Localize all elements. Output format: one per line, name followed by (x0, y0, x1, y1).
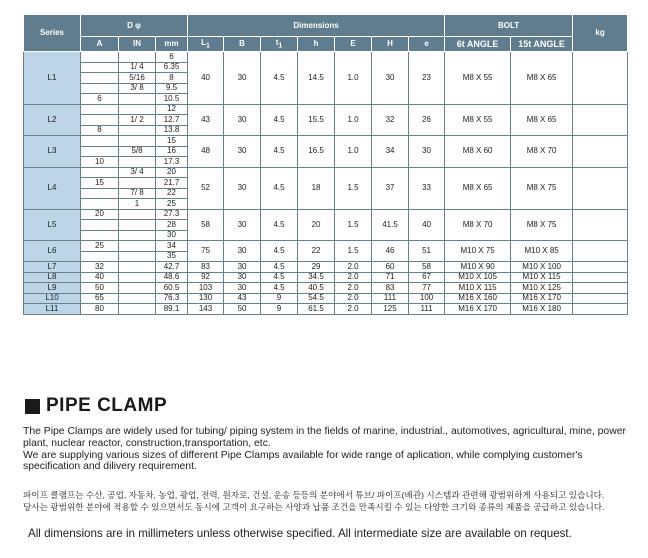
cell-t1: 9 (261, 293, 298, 304)
cell-in (119, 283, 156, 294)
cell-kg (573, 104, 628, 136)
cell-mm: 6.35 (156, 62, 188, 73)
cell-a: 40 (81, 272, 119, 283)
header-h: h (298, 37, 335, 52)
cell-h-upper: 30 (372, 52, 409, 105)
cell-h: 14.5 (298, 52, 335, 105)
cell-in (119, 209, 156, 220)
table-row (24, 241, 628, 252)
cell-e-upper: 1.5 (335, 167, 372, 209)
cell-e-lower: 40 (409, 209, 445, 241)
cell-e-lower: 30 (409, 136, 445, 168)
cell-a: 6 (81, 94, 119, 105)
cell-bolt-15t: M8 X 70 (511, 136, 573, 168)
table-row (24, 304, 628, 315)
header-e-lower: e (409, 37, 445, 52)
cell-kg (573, 241, 628, 262)
cell-l1: 75 (188, 241, 224, 262)
cell-bolt-6t: M8 X 65 (445, 167, 511, 209)
table-row (24, 283, 628, 294)
cell-h: 15.5 (298, 104, 335, 136)
cell-mm: 12 (156, 104, 188, 115)
cell-b: 30 (224, 241, 261, 262)
cell-series: L2 (24, 104, 81, 136)
header-bolt-15t: 15t ANGLE (511, 37, 573, 52)
cell-a (81, 52, 119, 63)
cell-b: 43 (224, 293, 261, 304)
cell-in (119, 262, 156, 273)
cell-e-upper: 1.5 (335, 209, 372, 241)
cell-l1: 48 (188, 136, 224, 168)
cell-e-upper: 2.0 (335, 293, 372, 304)
cell-e-upper: 2.0 (335, 262, 372, 273)
cell-mm: 9.5 (156, 83, 188, 94)
cell-in (119, 178, 156, 189)
cell-mm: 15 (156, 136, 188, 147)
cell-e-upper: 1.0 (335, 52, 372, 105)
cell-series: L4 (24, 167, 81, 209)
cell-in: 5/8 (119, 146, 156, 157)
cell-a: 25 (81, 241, 119, 252)
cell-mm: 16 (156, 146, 188, 157)
header-l1: $L_1$ (188, 37, 224, 52)
cell-in (119, 272, 156, 283)
cell-bolt-6t: M10 X 105 (445, 272, 511, 283)
header-in: IN (119, 37, 156, 52)
cell-in (119, 136, 156, 147)
cell-in (119, 104, 156, 115)
header-b: B (224, 37, 261, 52)
cell-a (81, 188, 119, 199)
cell-e-lower: 58 (409, 262, 445, 273)
cell-in: 3/ 8 (119, 83, 156, 94)
cell-e-upper: 1.0 (335, 136, 372, 168)
cell-h-upper: 111 (372, 293, 409, 304)
cell-e-lower: 77 (409, 283, 445, 294)
cell-a: 32 (81, 262, 119, 273)
cell-b: 30 (224, 283, 261, 294)
cell-h-upper: 46 (372, 241, 409, 262)
cell-h: 16.5 (298, 136, 335, 168)
cell-mm: 20 (156, 167, 188, 178)
cell-kg (573, 209, 628, 241)
cell-bolt-6t: M10 X 90 (445, 262, 511, 273)
cell-e-lower: 23 (409, 52, 445, 105)
cell-bolt-15t: M10 X 125 (511, 283, 573, 294)
cell-in (119, 220, 156, 231)
cell-a (81, 220, 119, 231)
cell-l1: 40 (188, 52, 224, 105)
cell-kg (573, 136, 628, 168)
cell-e-upper: 2.0 (335, 283, 372, 294)
cell-a (81, 104, 119, 115)
korean-paragraph-2: 당사는 광범위한 분야에 적용할 수 있으면서도 동시에 고객이 요구하는 사양과 납품 조건을 만족시킬 수 있는 다양한 크기와 종류의 제품을 공급하고 있습니다. (23, 502, 605, 512)
cell-bolt-15t: M16 X 170 (511, 293, 573, 304)
cell-l1: 43 (188, 104, 224, 136)
cell-kg (573, 293, 628, 304)
cell-mm: 34 (156, 241, 188, 252)
cell-bolt-15t: M8 X 75 (511, 167, 573, 209)
cell-l1: 83 (188, 262, 224, 273)
table-row (24, 136, 628, 147)
cell-h-upper: 41.5 (372, 209, 409, 241)
cell-bolt-6t: M16 X 160 (445, 293, 511, 304)
cell-bolt-15t: M8 X 75 (511, 209, 573, 241)
cell-mm: 10.5 (156, 94, 188, 105)
cell-in: 1 (119, 199, 156, 210)
cell-in (119, 241, 156, 252)
cell-bolt-15t: M10 X 100 (511, 262, 573, 273)
table-row (24, 167, 628, 178)
cell-in (119, 125, 156, 136)
cell-h: 34.5 (298, 272, 335, 283)
cell-in: 3/ 4 (119, 167, 156, 178)
cell-e-lower: 67 (409, 272, 445, 283)
cell-mm: 76.3 (156, 293, 188, 304)
cell-in: 1/ 2 (119, 115, 156, 126)
cell-e-upper: 2.0 (335, 304, 372, 315)
cell-kg (573, 167, 628, 209)
cell-series: L9 (24, 283, 81, 294)
cell-t1: 4.5 (261, 52, 298, 105)
cell-bolt-15t: M10 X 115 (511, 272, 573, 283)
header-bolt: BOLT (445, 15, 573, 37)
cell-a (81, 146, 119, 157)
table-row (24, 262, 628, 273)
cell-e-lower: 51 (409, 241, 445, 262)
cell-h: 22 (298, 241, 335, 262)
cell-bolt-6t: M8 X 55 (445, 104, 511, 136)
cell-in: 1/ 4 (119, 62, 156, 73)
cell-a (81, 83, 119, 94)
cell-kg (573, 304, 628, 315)
cell-b: 30 (224, 52, 261, 105)
table-row (24, 293, 628, 304)
cell-b: 30 (224, 104, 261, 136)
cell-a (81, 251, 119, 262)
cell-h-upper: 83 (372, 283, 409, 294)
cell-e-upper: 1.0 (335, 104, 372, 136)
cell-h: 40.5 (298, 283, 335, 294)
cell-t1: 4.5 (261, 241, 298, 262)
cell-kg (573, 52, 628, 105)
korean-paragraph-1: 파이프 클램프는 수산, 공업, 자동차, 농업, 광업, 전력, 원자로, 건설, 운송 등등의 분야에서 튜브/ 파이프(배관) 시스템과 관련해 광범위하게 사용되고 있습니다. (23, 490, 605, 500)
cell-h: 20 (298, 209, 335, 241)
cell-t1: 4.5 (261, 167, 298, 209)
cell-l1: 103 (188, 283, 224, 294)
heading-square-icon (25, 399, 40, 414)
cell-mm: 42.7 (156, 262, 188, 273)
cell-mm: 22 (156, 188, 188, 199)
cell-a (81, 167, 119, 178)
english-description (23, 426, 633, 473)
cell-b: 30 (224, 209, 261, 241)
cell-bolt-15t: M8 X 65 (511, 104, 573, 136)
cell-bolt-6t: M8 X 55 (445, 52, 511, 105)
header-t1: $t_1$ (261, 37, 298, 52)
cell-h: 61.5 (298, 304, 335, 315)
cell-series: L1 (24, 52, 81, 105)
spec-table-body (24, 52, 628, 315)
cell-t1: 4.5 (261, 104, 298, 136)
cell-bolt-6t: M10 X 115 (445, 283, 511, 294)
header-diameter: D φ (81, 15, 188, 37)
table-row (24, 209, 628, 220)
cell-mm: 27.3 (156, 209, 188, 220)
cell-a (81, 115, 119, 126)
table-row (24, 272, 628, 283)
cell-bolt-6t: M10 X 75 (445, 241, 511, 262)
cell-b: 30 (224, 167, 261, 209)
header-a: A (81, 37, 119, 52)
cell-series: L11 (24, 304, 81, 315)
cell-a (81, 62, 119, 73)
header-series: Series (24, 15, 81, 52)
header-h-upper: H (372, 37, 409, 52)
cell-h-upper: 60 (372, 262, 409, 273)
dimensions-footnote: All dimensions are in millimeters unless otherwise specified. All intermediate size are available on request. (28, 527, 572, 540)
cell-b: 30 (224, 136, 261, 168)
cell-in (119, 52, 156, 63)
cell-series: L10 (24, 293, 81, 304)
cell-h-upper: 125 (372, 304, 409, 315)
cell-a: 10 (81, 157, 119, 168)
cell-kg (573, 283, 628, 294)
cell-bolt-6t: M8 X 60 (445, 136, 511, 168)
cell-h-upper: 32 (372, 104, 409, 136)
cell-b: 30 (224, 272, 261, 283)
table-row (24, 104, 628, 115)
cell-mm: 25 (156, 199, 188, 210)
cell-in (119, 94, 156, 105)
cell-l1: 130 (188, 293, 224, 304)
cell-mm: 12.7 (156, 115, 188, 126)
cell-t1: 4.5 (261, 283, 298, 294)
cell-bolt-6t: M16 X 170 (445, 304, 511, 315)
cell-in (119, 293, 156, 304)
pipe-clamp-spec-table (23, 14, 628, 315)
cell-a: 80 (81, 304, 119, 315)
cell-h-upper: 37 (372, 167, 409, 209)
cell-e-lower: 26 (409, 104, 445, 136)
cell-a: 8 (81, 125, 119, 136)
cell-h-upper: 34 (372, 136, 409, 168)
cell-b: 30 (224, 262, 261, 273)
cell-series: L3 (24, 136, 81, 168)
cell-l1: 52 (188, 167, 224, 209)
cell-a: 50 (81, 283, 119, 294)
cell-l1: 143 (188, 304, 224, 315)
cell-in: 7/ 8 (119, 188, 156, 199)
cell-e-lower: 111 (409, 304, 445, 315)
cell-a: 20 (81, 209, 119, 220)
cell-series: L5 (24, 209, 81, 241)
cell-bolt-15t: M16 X 180 (511, 304, 573, 315)
cell-t1: 4.5 (261, 136, 298, 168)
header-e-upper: E (335, 37, 372, 52)
header-dimensions: Dimensions (188, 15, 445, 37)
cell-a: 15 (81, 178, 119, 189)
cell-t1: 4.5 (261, 209, 298, 241)
header-bolt-6t: 6t ANGLE (445, 37, 511, 52)
cell-t1: 4.5 (261, 272, 298, 283)
cell-mm: 28 (156, 220, 188, 231)
cell-in: 5/16 (119, 73, 156, 84)
cell-mm: 8 (156, 73, 188, 84)
cell-bolt-6t: M8 X 70 (445, 209, 511, 241)
cell-h: 29 (298, 262, 335, 273)
cell-mm: 35 (156, 251, 188, 262)
cell-e-upper: 1.5 (335, 241, 372, 262)
cell-series: L6 (24, 241, 81, 262)
cell-kg (573, 262, 628, 273)
cell-bolt-15t: M10 X 85 (511, 241, 573, 262)
cell-e-lower: 33 (409, 167, 445, 209)
cell-bolt-15t: M8 X 65 (511, 52, 573, 105)
cell-in (119, 157, 156, 168)
cell-in (119, 304, 156, 315)
cell-mm: 48.6 (156, 272, 188, 283)
cell-mm: 89.1 (156, 304, 188, 315)
cell-a (81, 73, 119, 84)
cell-t1: 4.5 (261, 262, 298, 273)
description-paragraph-2: We are supplying various sizes of different Pipe Clamps available for wide range of aplication, while complying customer's specification and dilivery requirement. (23, 449, 583, 473)
cell-l1: 58 (188, 209, 224, 241)
header-kg: kg (573, 15, 628, 52)
cell-mm: 6 (156, 52, 188, 63)
cell-mm: 30 (156, 230, 188, 241)
table-row (24, 52, 628, 63)
section-heading (25, 395, 167, 417)
cell-a: 65 (81, 293, 119, 304)
cell-mm: 21.7 (156, 178, 188, 189)
cell-b: 50 (224, 304, 261, 315)
cell-h: 18 (298, 167, 335, 209)
cell-mm: 13.8 (156, 125, 188, 136)
cell-h-upper: 71 (372, 272, 409, 283)
cell-series: L8 (24, 272, 81, 283)
cell-e-lower: 100 (409, 293, 445, 304)
cell-mm: 17.3 (156, 157, 188, 168)
cell-mm: 60.5 (156, 283, 188, 294)
cell-a (81, 199, 119, 210)
cell-t1: 9 (261, 304, 298, 315)
cell-h: 54.5 (298, 293, 335, 304)
section-title: PIPE CLAMP (46, 395, 168, 416)
cell-e-upper: 2.0 (335, 272, 372, 283)
cell-in (119, 230, 156, 241)
cell-a (81, 230, 119, 241)
description-paragraph-1: The Pipe Clamps are widely used for tubing/ piping system in the fields of marine, industrial., automotives, agricultural, mine, power plant, nuclear reactor, construction,transportation, etc. (23, 426, 626, 449)
cell-l1: 92 (188, 272, 224, 283)
korean-description (23, 489, 633, 513)
cell-in (119, 251, 156, 262)
header-mm: mm (156, 37, 188, 52)
cell-a (81, 136, 119, 147)
cell-series: L7 (24, 262, 81, 273)
cell-kg (573, 272, 628, 283)
